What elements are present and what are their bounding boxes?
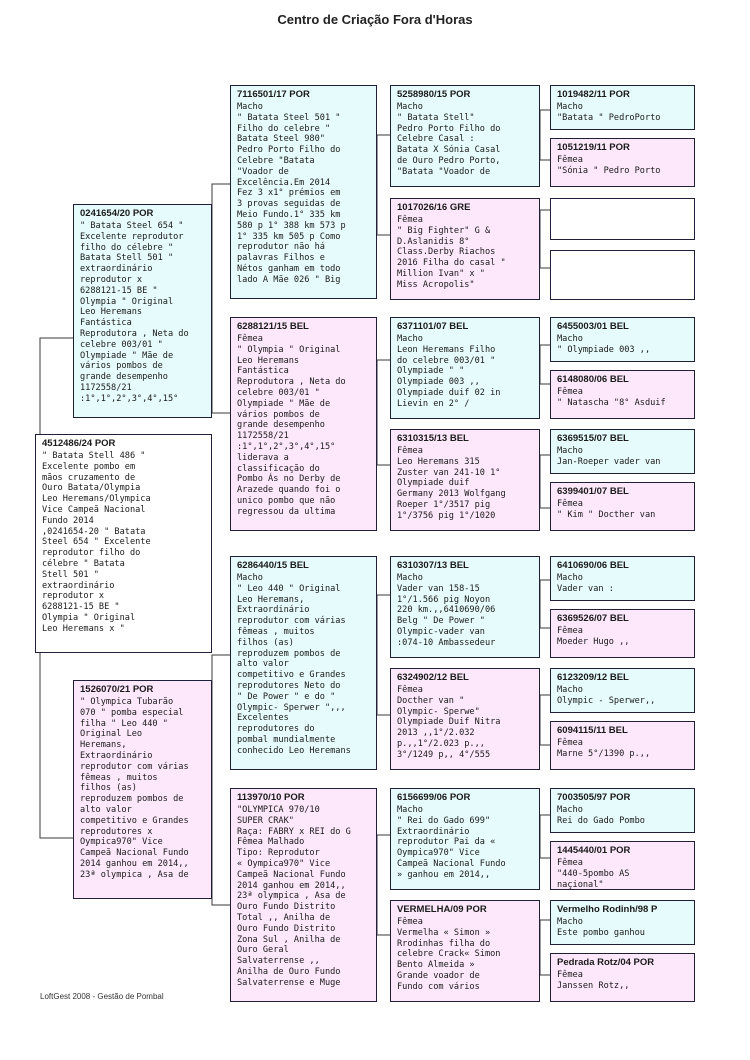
pedigree-card-g5-9[interactable]: [550, 556, 695, 601]
ring-number: 6369526/07 BEL: [557, 613, 629, 624]
pedigree-card-g5-10[interactable]: [550, 609, 695, 658]
card-description: Fêmea " Big Fighter" G & D.Aslanidis 8° Class.Derby Riachos 2016 Filha do casal " Million Ivan" x " Miss Acropolis": [397, 215, 506, 290]
pedigree-card-g5-8[interactable]: [550, 482, 695, 531]
card-description: Macho " Batata Stell" Pedro Porto Filho do Celebre Casal : Batata X Sónia Casal de Ouro Pedro Porto, "Batata "Voador de: [397, 102, 501, 177]
pedigree-card-g4-3[interactable]: [390, 317, 540, 419]
ring-number: 0241654/20 POR: [80, 208, 154, 219]
ring-number: 1019482/11 POR: [557, 89, 630, 100]
pedigree-card-g5-16[interactable]: [550, 953, 695, 1002]
card-description: Fêmea "Sónia " Pedro Porto: [557, 155, 661, 176]
pedigree-card-dam-dam[interactable]: [230, 788, 377, 1002]
pedigree-card-dam[interactable]: [73, 680, 212, 899]
pedigree-card-g5-1[interactable]: [550, 85, 695, 130]
ring-number: Pedrada Rotz/04 POR: [557, 957, 655, 968]
pedigree-card-subject[interactable]: [35, 434, 212, 653]
pedigree-card-sire-dam[interactable]: [230, 317, 377, 531]
card-description: Macho Leon Heremans Filho do celebre 003/01 " Olympiade " " Olympiade 003 ,, Olympiade duif 02 in Lievin en 2° /: [397, 334, 501, 409]
card-description: " Batata Stell 486 " Excelente pombo em mãos cruzamento de Ouro Batata/Olympia Leo Heremans/Olympica Vice Campeã Nacional Fundo 2014 ,0241654-20 " Batata Steel 654 " Excelente reprodutor filho do célebre " Batata Stell 501 " extraordinário reprodutor x 6288121-15 BE " Olympia " Original Leo Heremans x ": [42, 451, 151, 634]
ring-number: 1526070/21 POR: [80, 684, 154, 695]
card-description: Fêmea Marne 5°/1390 p.,,: [557, 738, 651, 759]
ring-number: 4512486/24 POR: [42, 438, 116, 449]
card-description: Macho "Batata " PedroPorto: [557, 102, 661, 123]
ring-number: 1051219/11 POR: [557, 142, 630, 153]
card-description: Fêmea "440-5pombo AS naçional": [557, 858, 630, 890]
ring-number: 6399401/07 BEL: [557, 486, 629, 497]
ring-number: 6094115/11 BEL: [557, 725, 628, 736]
card-description: Macho Olympic - Sperwer,,: [557, 685, 656, 706]
card-description: Macho Rei do Gado Pombo: [557, 805, 645, 826]
pedigree-card-sire[interactable]: [73, 204, 212, 418]
pedigree-card-g4-1[interactable]: [390, 85, 540, 187]
pedigree-card-g5-3[interactable]: [550, 198, 695, 240]
pedigree-card-g5-12[interactable]: [550, 721, 695, 770]
card-description: Fêmea " Kim " Docther van: [557, 499, 656, 520]
ring-number: 1017026/16 GRE: [397, 202, 471, 213]
pedigree-card-g4-5[interactable]: [390, 556, 540, 658]
ring-number: 6310315/13 BEL: [397, 433, 469, 444]
pedigree-card-g5-6[interactable]: [550, 370, 695, 419]
card-description: Fêmea " Olympia " Original Leo Heremans Fantástica Reprodutora , Neta do celebre 003/01 " Olympiade " Mãe de vários pombos de grande desempenho 1172558/21 :1°,1°,2°,3°,4°,15° liderava a classificação do Pombo Ás no Derby de Arazede quando foi o unico pombo que não regressou da ultima: [237, 334, 346, 517]
pedigree-card-g5-7[interactable]: [550, 429, 695, 474]
ring-number: 5258980/15 POR: [397, 89, 471, 100]
ring-number: 6156699/06 POR: [397, 792, 471, 803]
ring-number: 6288121/15 BEL: [237, 321, 309, 332]
ring-number: 6286440/15 BEL: [237, 560, 309, 571]
page-title: Centro de Criação Fora d'Horas: [277, 12, 473, 27]
ring-number: 6148080/06 BEL: [557, 374, 629, 385]
card-description: Macho Vader van :: [557, 573, 614, 594]
card-description: Macho Vader van 158-15 1°/1.566 pig Noyon 220 km.,,6410690/06 Belg " De Power " Olympic-vader van :074-10 Ambassedeur: [397, 573, 496, 648]
card-description: Fêmea " Natascha "8° Asduif: [557, 387, 666, 408]
card-description: Macho Jan-Roeper vader van: [557, 446, 661, 467]
ring-number: 6369515/07 BEL: [557, 433, 629, 444]
card-description: "OLYMPICA 970/10 SUPER CRAK" Raça: FABRY x REI do G Fêmea Malhado Tipo: Reprodutor « Oympica970" Vice Campeã Nacional Fundo 2014 ganhou em 2014,, 23ª olympica , Asa de Ouro Fundo Distrito Total ,, Anilha de Ouro Fundo Distrito Zona Sul , Anilha de Ouro Geral Salvaterrense ,, Anilha de Ouro Fundo Salvaterrense e Muge: [237, 805, 351, 988]
pedigree-card-g5-14[interactable]: [550, 841, 695, 890]
card-description: Macho " Olympiade 003 ,,: [557, 334, 651, 355]
card-description: " Batata Steel 654 " Excelente reprodutor filho do célebre " Batata Stell 501 " extraordinário reprodutor x 6288121-15 BE " Olympia " Original Leo Heremans Fantástica Reprodutora , Neta do celebre 003/01 " Olympiade " Mãe de vários pombos de grande desempenho 1172558/21 :1°,1°,2°,3°,4°,15°: [80, 221, 189, 404]
card-description: Fêmea Janssen Rotz,,: [557, 970, 630, 991]
card-description: Fêmea Moeder Hugo ,,: [557, 626, 630, 647]
ring-number: 6123209/12 BEL: [557, 672, 629, 683]
card-description: Macho " Leo 440 " Original Leo Heremans, Extraordinário reprodutor com várias fêmeas , muitos filhos (as) reproduzem pombos de alto valor competitivo e Grandes reprodutores Neto do " De Power " e do " Olympic- Sperwer ",,, Excelentes reprodutores do pombal mundialmente conhecido Leo Heremans: [237, 573, 351, 756]
card-description: " Olympica Tubarão 070 " pomba especial filha " Leo 440 " Original Leo Heremans, Extraordinário reprodutor com várias fêmeas , muitos filhos (as) reproduzem pombos de alto valor competitivo e Grandes reprodutores x Oympica970" Vice Campeã Nacional Fundo 2014 ganhou em 2014,, 23ª olympica , Asa de: [80, 697, 189, 880]
pedigree-card-g4-8[interactable]: [390, 900, 540, 1002]
card-description: Fêmea Leo Heremans 315 Zuster van 241-10 1° Olympiade duif Germany 2013 Wolfgang Roeper 1°/3517 pig 1°/3756 pig 1°/1020: [397, 446, 506, 521]
ring-number: 7116501/17 POR: [237, 89, 310, 100]
pedigree-card-sire-sire[interactable]: [230, 85, 377, 299]
pedigree-card-dam-sire[interactable]: [230, 556, 377, 770]
pedigree-card-g4-6[interactable]: [390, 668, 540, 770]
pedigree-card-g4-7[interactable]: [390, 788, 540, 890]
ring-number: 6310307/13 BEL: [397, 560, 469, 571]
pedigree-card-g5-2[interactable]: [550, 138, 695, 187]
pedigree-card-g5-13[interactable]: [550, 788, 695, 833]
ring-number: 6324902/12 BEL: [397, 672, 469, 683]
pedigree-card-g5-15[interactable]: [550, 900, 695, 945]
pedigree-card-g4-4[interactable]: [390, 429, 540, 531]
ring-number: 6410690/06 BEL: [557, 560, 629, 571]
card-description: Macho " Rei do Gado 699" Extraordinário reprodutor Pai da « Oympica970" Vice Campeã Nacional Fundo » ganhou em 2014,,: [397, 805, 506, 880]
ring-number: 6371101/07 BEL: [397, 321, 469, 332]
card-description: Macho Este pombo ganhou: [557, 917, 645, 938]
ring-number: VERMELHA/09 POR: [397, 904, 487, 915]
ring-number: 6455003/01 BEL: [557, 321, 629, 332]
card-description: Macho " Batata Steel 501 " Filho do celebre " Batata Steel 980" Pedro Porto Filho do Celebre "Batata "Voador de Excelência.Em 2014 Fez 3 x1° prémios em 3 provas seguidas de Meio Fundo.1° 335 km 580 p 1° 388 km 573 p 1° 335 km 505 p Como reprodutor não há palavras Filhos e Nétos ganham em todo lado A Mãe 026 " Big: [237, 102, 346, 285]
ring-number: 113970/10 POR: [237, 792, 305, 803]
ring-number: 7003505/97 POR: [557, 792, 631, 803]
card-description: Fêmea Docther van " Olympic- Sperwe" Olympiade Duif Nitra 2013 ,,1°/2.032 p.,,1°/2.023 p.,, 3°/1249 p,, 4°/555: [397, 685, 501, 760]
pedigree-card-g5-4[interactable]: [550, 250, 695, 300]
footer-credit: LoftGest 2008 - Gestão de Pombal: [40, 992, 164, 1001]
ring-number: 1445440/01 POR: [557, 845, 631, 856]
ring-number: Vermelho Rodinh/98 P: [557, 904, 658, 915]
pedigree-card-g5-11[interactable]: [550, 668, 695, 713]
pedigree-card-g5-5[interactable]: [550, 317, 695, 362]
pedigree-card-g4-2[interactable]: [390, 198, 540, 300]
card-description: Fêmea Vermelha « Simon » Rrodinhas filha do celebre Crack« Simon Bento Almeida » Grande voador de Fundo com vários: [397, 917, 501, 992]
